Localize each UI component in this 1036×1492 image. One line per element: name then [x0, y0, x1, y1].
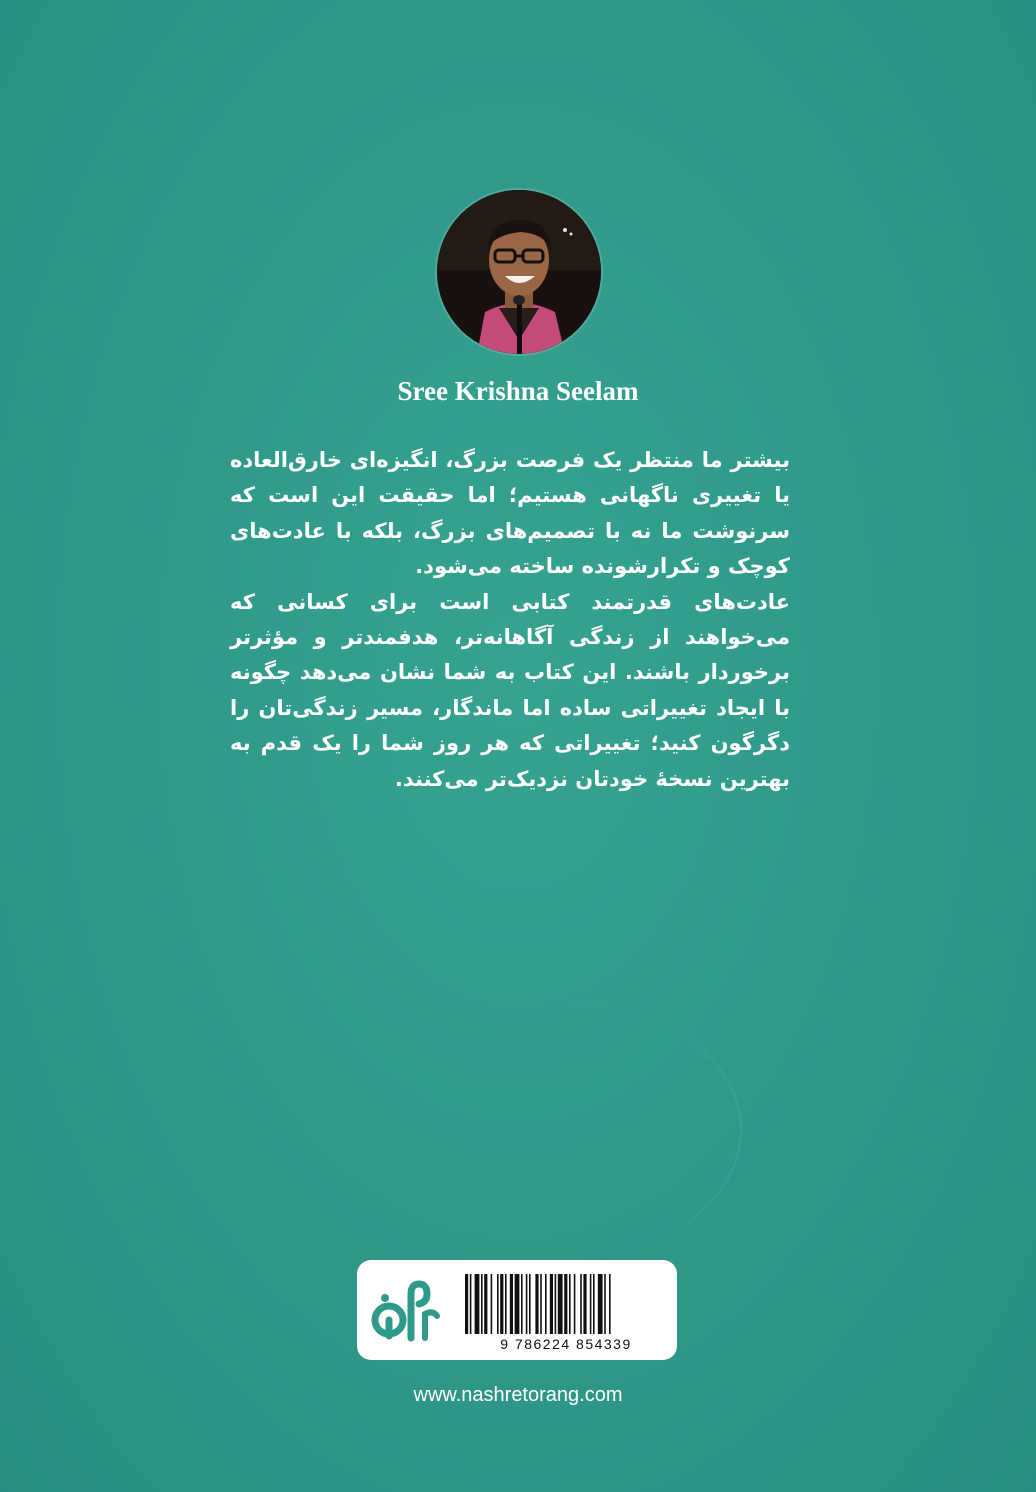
publisher-swan-logo-icon [367, 1274, 441, 1346]
isbn-number: 9 786224 854339 [500, 1336, 632, 1352]
author-photo [437, 190, 601, 354]
publisher-website: www.nashretorang.com [413, 1384, 623, 1406]
decorative-arc [380, 1000, 742, 1260]
barcode-panel [357, 1260, 677, 1360]
author-name: Sree Krishna Seelam [397, 376, 639, 406]
blurb-paragraph: بیشتر ما منتظر یک فرصت بزرگ، انگیزه‌ای خارق‌العاده یا تغییری ناگهانی هستیم؛ اما حقیقت این است که سرنوشت ما نه با تصمیم‌های بزرگ، بلکه با عادت‌های کوچک و تکرارشونده ساخته می‌شود. [230, 448, 790, 579]
blurb-paragraph: عادت‌های قدرتمند کتابی است برای کسانی که می‌خواهند از زندگی آگاهانه‌تر، هدفمندتر و مؤثرتر برخوردار باشند. این کتاب به شما نشان می‌دهد چگونه با ایجاد تغییراتی ساده اما ماندگار، مسیر زندگی‌تان را دگرگون کنید؛ تغییراتی که هر روز شما را یک قدم به بهترین نسخهٔ خودتان نزدیک‌تر می‌کنند. [230, 589, 790, 791]
book-blurb [230, 443, 790, 797]
isbn-barcode-icon [463, 1274, 669, 1334]
